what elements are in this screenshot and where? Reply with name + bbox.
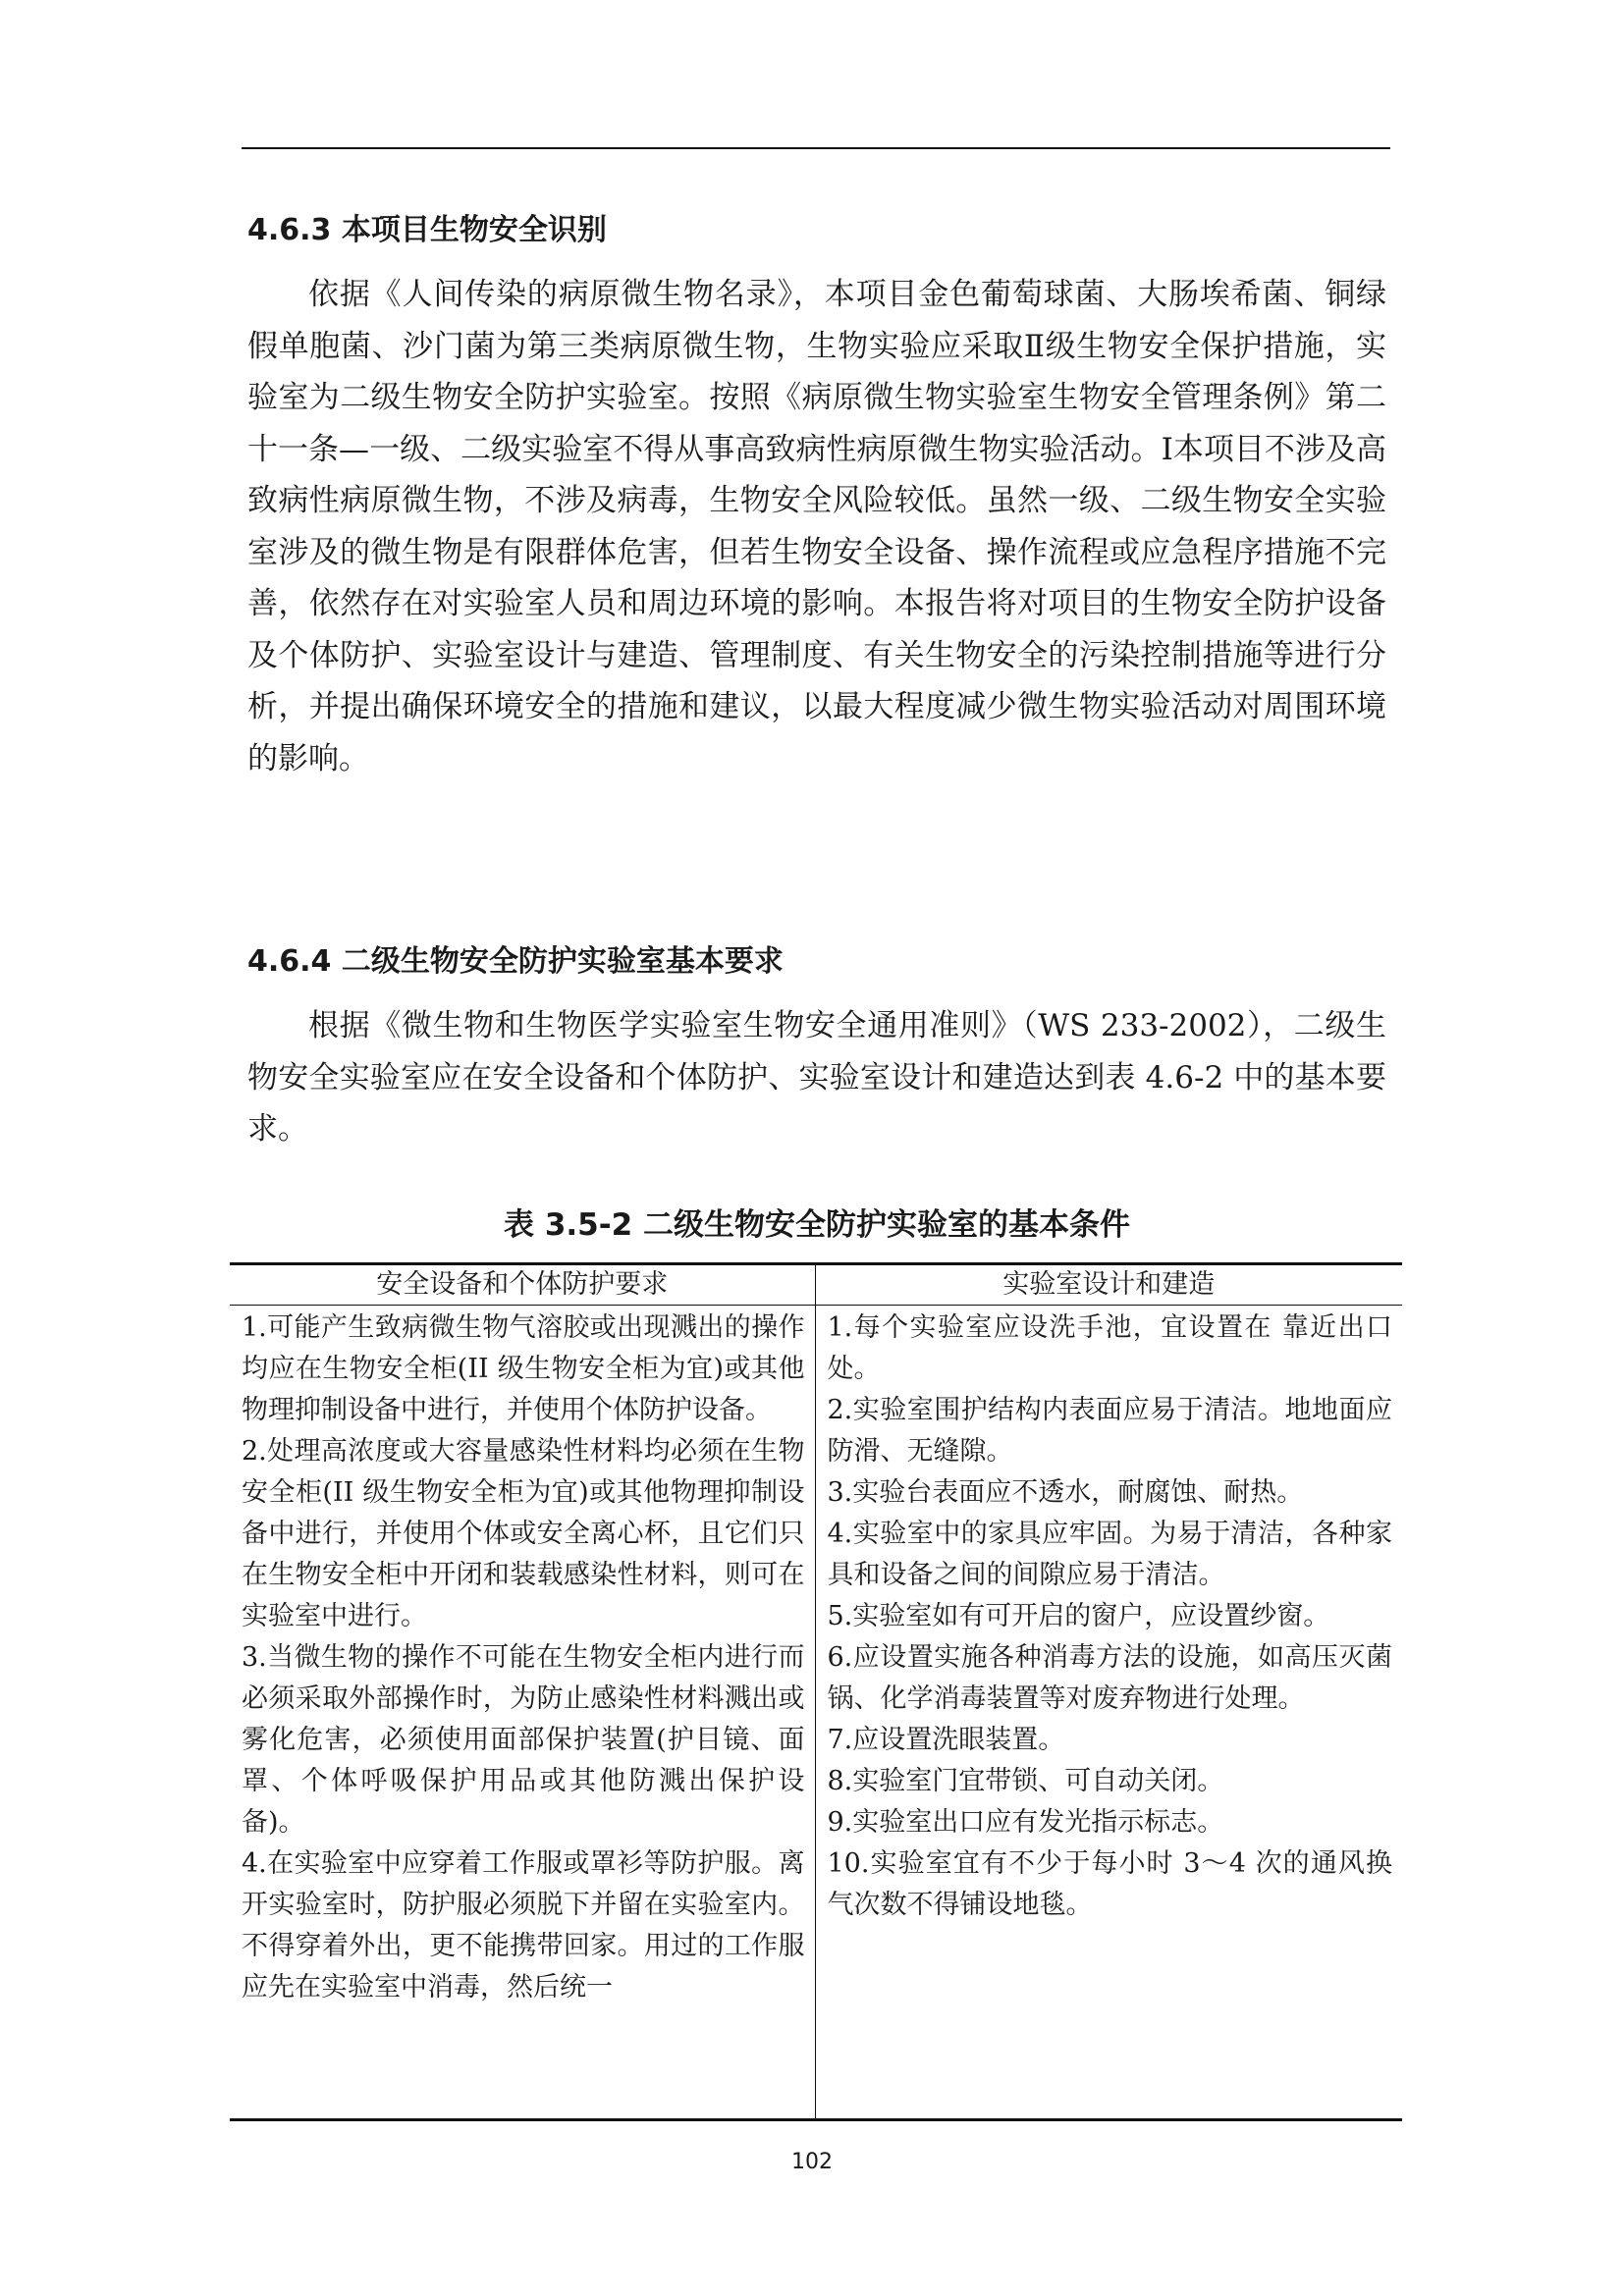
list-item: 2.实验室围护结构内表面应易于清洁。地地面应防滑、无缝隙。 <box>827 1395 1392 1467</box>
safety-equipment-cell <box>230 1306 815 2120</box>
list-item: 10.实验室宜有不少于每小时 3～4 次的通风换气次数不得铺设地毯。 <box>827 1848 1392 1920</box>
list-item: 1.可能产生致病微生物气溶胶或出现溅出的操作均应在生物安全柜(II 级生物安全柜为宜)或其他物理抑制设备中进行，并使用个体防护设备。 <box>242 1312 805 1425</box>
section-heading-463: 4.6.3 本项目生物安全识别 <box>247 213 607 247</box>
list-item: 3.当微生物的操作不可能在生物安全柜内进行而必须采取外部操作时，为防止感染性材料溅出或雾化危害，必须使用面部保护装置(护目镜、面罩、个体呼吸保护用品或其他防溅出保护设备)。 <box>242 1642 805 1838</box>
list-item: 2.处理高浓度或大容量感染性材料均必须在生物安全柜(II 级生物安全柜为宜)或其他物理抑制设备中进行，并使用个体或安全离心杯，且它们只在生物安全柜中开闭和装载感染性材料，则可在实验室中进行。 <box>242 1436 805 1631</box>
list-item: 4.在实验室中应穿着工作服或罩衫等防护服。离开实验室时，防护服必须脱下并留在实验室内。不得穿着外出，更不能携带回家。用过的工作服应先在实验室中消毒，然后统一 <box>242 1848 805 2002</box>
list-item: 5.实验室如有可开启的窗户，应设置纱窗。 <box>827 1601 1330 1631</box>
section-heading-464: 4.6.4 二级生物安全防护实验室基本要求 <box>247 944 784 979</box>
list-item: 8.实验室门宜带锁、可自动关闭。 <box>827 1766 1224 1796</box>
list-item: 1.每个实验室应设洗手池，宜设置在 靠近出口处。 <box>827 1312 1392 1384</box>
list-item: 4.实验室中的家具应牢固。为易于清洁，各种家具和设备之间的间隙应易于清洁。 <box>827 1519 1392 1590</box>
page-number: 102 <box>791 2150 833 2174</box>
header-rule <box>242 147 1390 149</box>
requirements-table <box>230 1262 1402 2121</box>
table-row <box>230 1306 1402 2120</box>
table-caption: 表 3.5-2 二级生物安全防护实验室的基本条件 <box>504 1207 1130 1243</box>
section-paragraph-464: 根据《微生物和生物医学实验室生物安全通用准则》（WS 233-2002），二级生物安全实验室应在安全设备和个体防护、实验室设计和建造达到表 4.6-2 中的基本要求。 <box>247 1008 1386 1147</box>
list-item: 6.应设置实施各种消毒方法的设施，如高压灭菌锅、化学消毒装置等对废弃物进行处理。 <box>827 1642 1392 1714</box>
table-header-row <box>230 1264 1402 1306</box>
section-paragraph-463: 依据《人间传染的病原微生物名录》，本项目金色葡萄球菌、大肠埃希菌、铜绿假单胞菌、沙门菌为第三类病原微生物，生物实验应采取Ⅱ级生物安全保护措施，实验室为二级生物安全防护实验室。按照《病原微生物实验室生物安全管理条例》第二十一条—一级、二级实验室不得从事高致病性病原微生物实验活动。Ⅰ本项目不涉及高致病性病原微生物，不涉及病毒，生物安全风险较低。虽然一级、二级生物安全实验室涉及的微生物是有限群体危害，但若生物安全设备、操作流程或应急程序措施不完善，依然存在对实验室人员和周边环境的影响。本报告将对项目的生物安全防护设备及个体防护、实验室设计与建造、管理制度、有关生物安全的污染控制措施等进行分析，并提出确保环境安全的措施和建议，以最大程度减少微生物实验活动对周围环境的影响。 <box>247 277 1386 776</box>
header-lab-design: 实验室设计和建造 <box>815 1264 1402 1306</box>
header-safety-equipment: 安全设备和个体防护要求 <box>230 1264 815 1306</box>
list-item: 7.应设置洗眼装置。 <box>827 1725 1065 1755</box>
lab-design-cell <box>815 1306 1402 2120</box>
list-item: 9.实验室出口应有发光指示标志。 <box>827 1807 1224 1838</box>
list-item: 3.实验台表面应不透水，耐腐蚀、耐热。 <box>827 1477 1304 1508</box>
